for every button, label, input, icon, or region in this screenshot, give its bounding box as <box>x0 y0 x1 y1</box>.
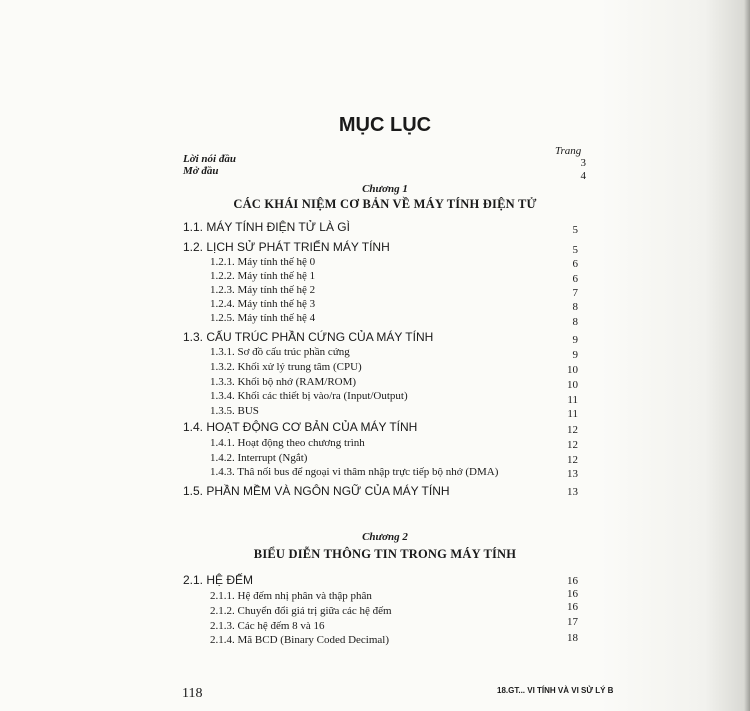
front-matter-page: 4 <box>580 170 586 182</box>
toc-page-number: 12 <box>567 454 578 466</box>
toc-section-entry: 1.5. PHẦN MỀM VÀ NGÔN NGỮ CỦA MÁY TÍNH <box>183 484 450 498</box>
toc-page-number: 13 <box>567 486 578 498</box>
toc-page-number: 11 <box>567 408 578 420</box>
toc-page-number: 17 <box>567 616 578 628</box>
toc-subsection-entry: 2.1.4. Mã BCD (Binary Coded Decimal) <box>210 634 390 646</box>
toc-subsection-entry: 1.2.5. Máy tính thế hệ 4 <box>210 312 316 324</box>
chapter-label: Chương 2 <box>362 531 408 543</box>
page-column-label: Trang <box>555 145 582 157</box>
toc-subsection-entry: 1.2.3. Máy tính thế hệ 2 <box>210 284 316 296</box>
toc-subsection-entry: 1.4.3. Thâ nối bus để ngoại vi thâm nhập trực tiếp bộ nhớ (DMA) <box>210 466 499 478</box>
toc-subsection-entry: 1.2.2. Máy tính thế hệ 1 <box>210 270 316 282</box>
toc-page-number: 16 <box>567 601 578 613</box>
running-title: 18.GT... VI TÍNH VÀ VI SỬ LÝ B <box>497 686 614 695</box>
front-matter-page: 3 <box>580 157 586 169</box>
toc-page-number: 13 <box>567 468 578 480</box>
toc-page-number: 9 <box>572 334 578 346</box>
toc-subsection-entry: 2.1.3. Các hệ đếm 8 và 16 <box>210 620 325 632</box>
toc-page-number: 6 <box>572 258 578 270</box>
toc-subsection-entry: 1.3.3. Khối bộ nhớ (RAM/ROM) <box>210 376 357 388</box>
chapter-title: CÁC KHÁI NIỆM CƠ BẢN VỀ MÁY TÍNH ĐIỆN TỬ <box>233 197 537 211</box>
page-number: 118 <box>182 686 203 701</box>
toc-section-entry: 1.1. MÁY TÍNH ĐIỆN TỬ LÀ GÌ <box>183 220 350 234</box>
front-matter-title: Lời nói đầu <box>183 153 236 165</box>
page-spine-shadow <box>600 0 750 711</box>
toc-section-entry: 1.4. HOẠT ĐỘNG CƠ BẢN CỦA MÁY TÍNH <box>183 420 418 434</box>
toc-subsection-entry: 2.1.2. Chuyển đổi giá trị giữa các hệ đếm <box>210 605 392 617</box>
toc-subsection-entry: 1.4.2. Interrupt (Ngắt) <box>210 452 308 464</box>
toc-page-number: 5 <box>572 244 578 256</box>
toc-subsection-entry: 1.4.1. Hoạt động theo chương trình <box>210 437 365 449</box>
toc-page-number: 8 <box>572 316 578 328</box>
toc-page-number: 12 <box>567 424 578 436</box>
toc-page-number: 8 <box>572 301 578 313</box>
toc-section-entry: 2.1. HỆ ĐẾM <box>183 573 254 587</box>
toc-page-number: 6 <box>572 273 578 285</box>
toc-subsection-entry: 1.3.4. Khối các thiết bị vào/ra (Input/Output) <box>210 390 408 402</box>
chapter-title: BIỂU DIỄN THÔNG TIN TRONG MÁY TÍNH <box>253 547 517 561</box>
toc-heading: MỤC LỤC <box>338 114 432 136</box>
toc-page-number: 11 <box>567 394 578 406</box>
toc-page-number: 7 <box>572 287 578 299</box>
toc-page-number: 16 <box>567 575 578 587</box>
toc-section-entry: 1.3. CẤU TRÚC PHẦN CỨNG CỦA MÁY TÍNH <box>183 330 434 344</box>
toc-subsection-entry: 1.3.2. Khối xử lý trung tâm (CPU) <box>210 361 362 373</box>
toc-page-number: 10 <box>567 379 578 391</box>
toc-page-number: 12 <box>567 439 578 451</box>
toc-page-number: 5 <box>572 224 578 236</box>
chapter-label: Chương 1 <box>362 183 408 195</box>
toc-page-number: 16 <box>567 588 578 600</box>
toc-subsection-entry: 1.3.5. BUS <box>210 405 259 417</box>
toc-subsection-entry: 1.2.4. Máy tính thế hệ 3 <box>210 298 316 310</box>
toc-section-entry: 1.2. LỊCH SỬ PHÁT TRIỂN MÁY TÍNH <box>183 240 390 254</box>
front-matter-title: Mở đầu <box>183 165 219 177</box>
toc-subsection-entry: 1.3.1. Sơ đồ cấu trúc phần cứng <box>210 346 350 358</box>
toc-page-number: 18 <box>567 632 578 644</box>
toc-page-number: 10 <box>567 364 578 376</box>
toc-page-number: 9 <box>572 349 578 361</box>
toc-subsection-entry: 2.1.1. Hệ đếm nhị phân và thập phân <box>210 590 372 602</box>
toc-subsection-entry: 1.2.1. Máy tính thế hệ 0 <box>210 256 316 268</box>
